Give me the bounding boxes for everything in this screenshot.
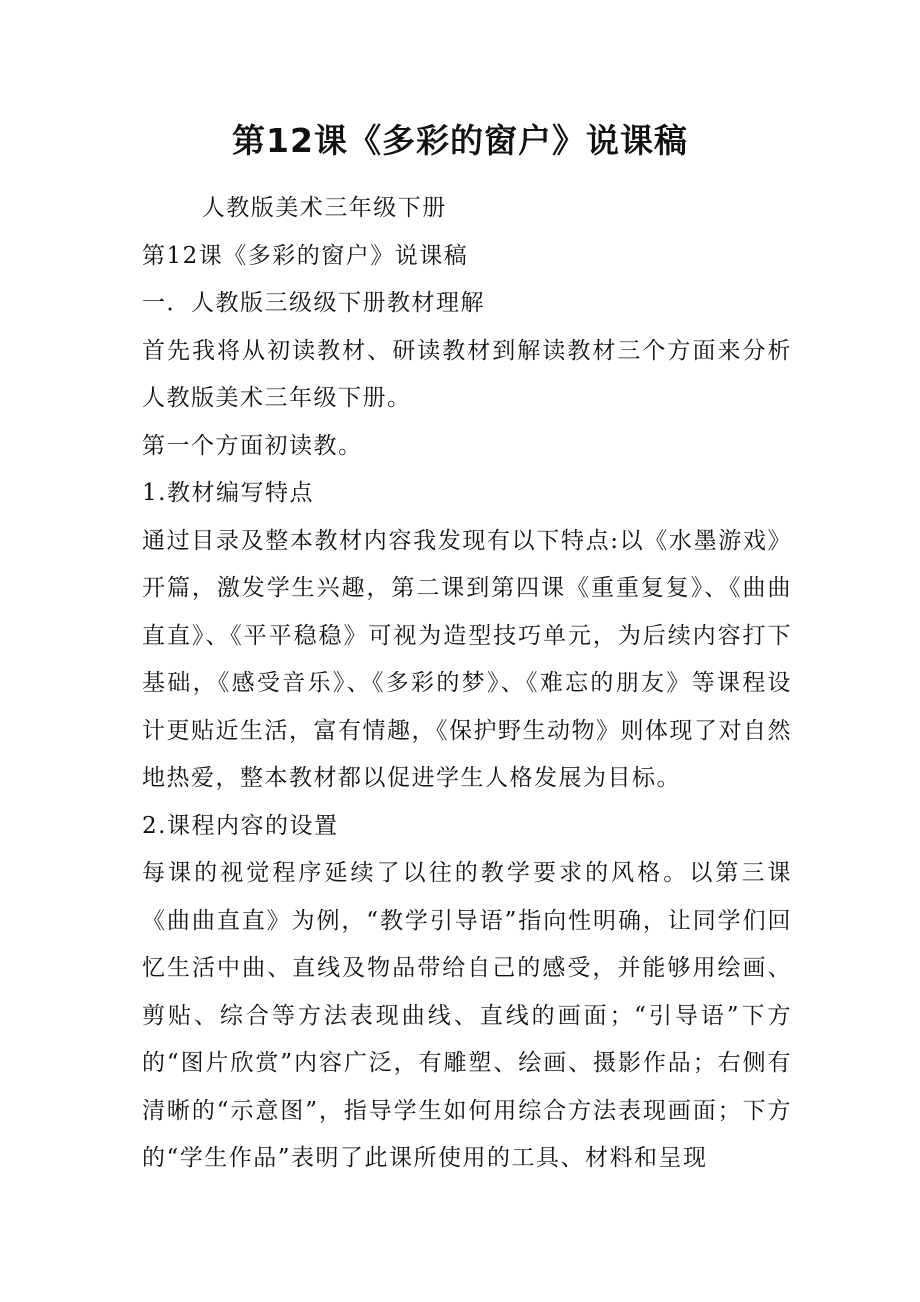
section-heading-1: 一．人教版三级级下册教材理解 [142, 290, 485, 316]
body-paragraph-1: 通过目录及整本教材内容我发现有以下特点:以《水墨游戏》开篇，激发学生兴趣，第二课到第四课《重重复复》、《曲曲直直》、《平平稳稳》可视为造型技巧单元，为后续内容打下基础，《感受音乐》、《多彩的梦》、《难忘的朋友》等课程设计更贴近生活，富有情趣，《保护野生动物》则体现了对自然地热爱，整本教材都以促进学生人格发展为目标。 [142, 527, 792, 791]
item-heading-1: 1.教材编写特点 [142, 480, 314, 506]
document-body [142, 185, 792, 1183]
subsection-heading: 第一个方面初读教。 [142, 432, 363, 459]
body-paragraph-2: 每课的视觉程序延续了以往的教学要求的风格。以第三课《曲曲直直》为例，“教学引导语”指向性明确，让同学们回忆生活中曲、直线及物品带给自己的感受，并能够用绘画、剪贴、综合等方法表现曲线、直线的画面；“引导语”下方的“图片欣赏”内容广泛，有雕塑、绘画、摄影作品；右侧有清晰的“示意图”，指导学生如何用综合方法表现画面；下方的“学生作品”表明了此课所使用的工具、材料和呈现 [142, 860, 792, 1171]
lesson-heading: 第12课《多彩的窗户》说课稿 [142, 242, 469, 269]
document-title: 第12课《多彩的窗户》说课稿 [232, 121, 688, 160]
item-heading-2: 2.课程内容的设置 [142, 812, 339, 839]
intro-paragraph: 首先我将从初读教材、研读教材到解读教材三个方面来分析人教版美术三年级下册。 [142, 337, 792, 411]
subtitle-paragraph: 人教版美术三年级下册 [201, 195, 447, 221]
